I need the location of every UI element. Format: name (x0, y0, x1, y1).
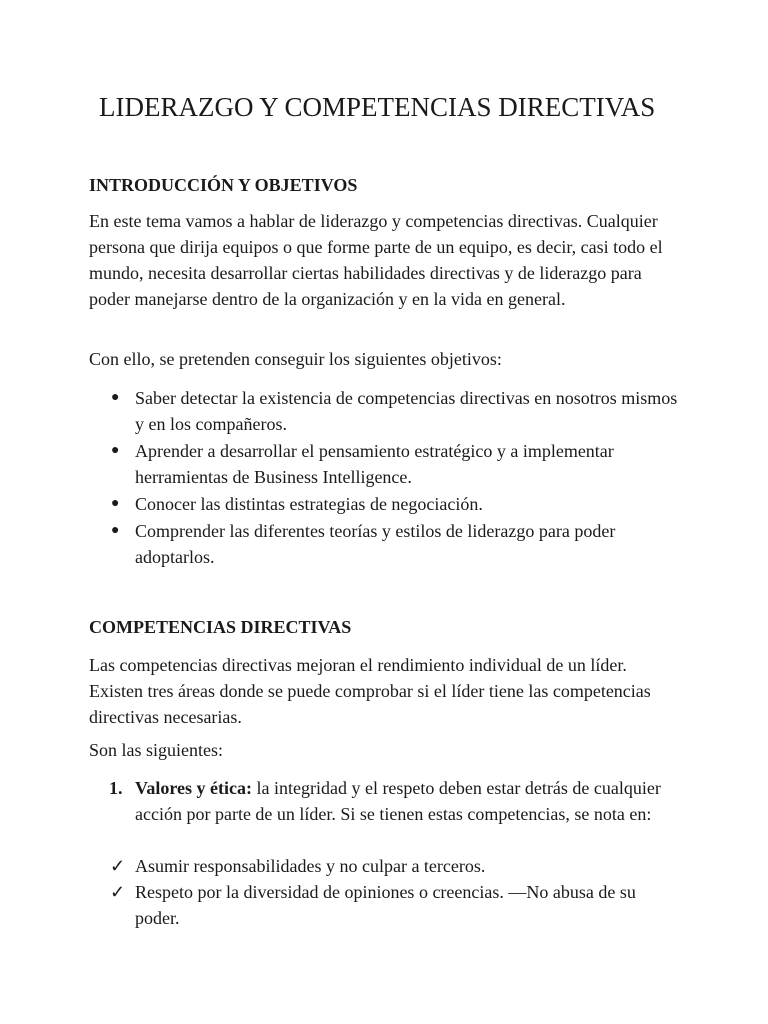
objective-text: Conocer las distintas estrategias de negociación. (135, 494, 483, 514)
objective-text: Aprender a desarrollar el pensamiento estratégico y a implementar herramientas de Business Intelligence. (135, 441, 614, 487)
checkmark-icon: ✓ (110, 882, 126, 902)
objective-text: Comprender las diferentes teorías y estilos de liderazgo para poder adoptarlos. (135, 521, 616, 567)
objectives-list (111, 385, 680, 571)
competencias-list (109, 775, 680, 827)
check-text: Respeto por la diversidad de opiniones o creencias. —No abusa de su poder. (135, 882, 636, 928)
bullet-icon: ● (111, 390, 120, 405)
section-heading-introduccion: INTRODUCCIÓN Y OBJETIVOS (89, 175, 358, 195)
bullet-icon: ● (111, 523, 120, 538)
objectives-lead: Con ello, se pretenden conseguir los siguientes objetivos: (89, 349, 502, 369)
list-item (111, 385, 680, 437)
document-title: LIDERAZGO Y COMPETENCIAS DIRECTIVAS (99, 92, 656, 122)
list-item (110, 879, 680, 931)
intro-paragraph: En este tema vamos a hablar de liderazgo y competencias directivas. Cualquier persona que dirija equipos o que forme parte de un equipo, es decir, casi todo el mundo, necesita desarrollar ciertas habilidades directivas y de liderazgo para poder manejarse dentro de la organización y en la vida en general. (89, 211, 663, 309)
check-text: Asumir responsabilidades y no culpar a terceros. (135, 856, 486, 876)
item-term: Valores y ética: (135, 778, 252, 798)
bullet-icon: ● (111, 496, 120, 511)
list-item (110, 853, 680, 879)
list-item (109, 775, 680, 827)
checks-list (110, 853, 680, 931)
item-number: 1. (109, 778, 123, 798)
list-item (111, 491, 680, 517)
list-item (111, 438, 680, 490)
list-item (111, 518, 680, 570)
competencias-paragraph: Las competencias directivas mejoran el rendimiento individual de un líder. Existen tres áreas donde se puede comprobar si el líder tiene las competencias directivas necesarias. (89, 655, 651, 727)
checkmark-icon: ✓ (110, 856, 126, 876)
competencias-lead: Son las siguientes: (89, 740, 223, 760)
objective-text: Saber detectar la existencia de competencias directivas en nosotros mismos y en los compañeros. (135, 388, 678, 434)
item-text: la integridad y el respeto deben estar detrás de cualquier acción por parte de un líder. Si se tienen estas competencias, se nota en: (135, 778, 661, 824)
bullet-icon: ● (111, 443, 120, 458)
section-heading-competencias: COMPETENCIAS DIRECTIVAS (89, 617, 352, 637)
